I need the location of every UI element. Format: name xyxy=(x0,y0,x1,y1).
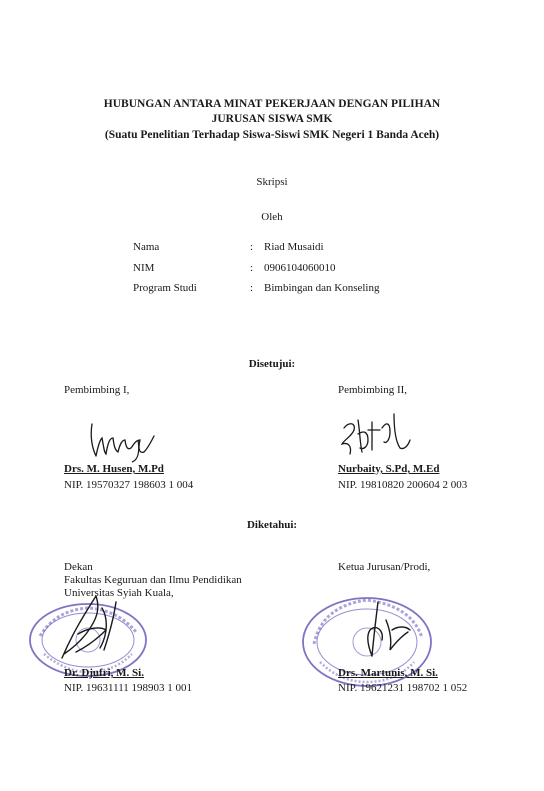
advisor2-name: Nurbaity, S.Pd, M.Ed xyxy=(338,463,440,475)
identity-label-name: Nama xyxy=(133,241,160,253)
advisor1-nip: NIP. 19570327 198603 1 004 xyxy=(64,479,194,491)
advisor1-name: Drs. M. Husen, M.Pd xyxy=(64,463,164,475)
advisor1-signature xyxy=(88,418,158,462)
dean-role-line-2: Fakultas Keguruan dan Ilmu Pendidikan xyxy=(64,574,242,586)
identity-label-nim: NIM xyxy=(133,262,155,274)
head-name: Drs. Martunis, M. Si. xyxy=(338,667,438,679)
identity-sep: : xyxy=(250,262,254,274)
by-label: Oleh xyxy=(261,211,283,223)
identity-value-program: Bimbingan dan Konseling xyxy=(264,282,380,294)
acknowledged-heading: Diketahui: xyxy=(246,519,298,531)
document-type: Skripsi xyxy=(256,176,288,188)
advisor2-nip: NIP. 19810820 200604 2 003 xyxy=(338,479,468,491)
title-line-1: HUBUNGAN ANTARA MINAT PEKERJAAN DENGAN PILIHAN xyxy=(103,98,441,110)
head-signature xyxy=(356,600,416,664)
dean-role-line-3: Universitas Syiah Kuala, xyxy=(64,587,174,599)
advisor2-signature xyxy=(338,410,418,460)
identity-value-nim: 0906104060010 xyxy=(264,262,336,274)
identity-value-name: Riad Musaidi xyxy=(264,241,324,253)
dean-nip: NIP. 19631111 198903 1 001 xyxy=(64,682,193,694)
head-nip: NIP. 19621231 198702 1 052 xyxy=(338,682,468,694)
identity-label-program: Program Studi xyxy=(133,282,197,294)
dean-role-line-1: Dekan xyxy=(64,561,93,573)
identity-sep: : xyxy=(250,282,254,294)
identity-sep: : xyxy=(250,241,254,253)
head-role: Ketua Jurusan/Prodi, xyxy=(338,561,431,573)
advisor1-role: Pembimbing I, xyxy=(64,384,130,396)
dean-signature xyxy=(56,594,136,664)
title-line-2: JURUSAN SISWA SMK xyxy=(211,113,333,125)
title-line-3: (Suatu Penelitian Terhadap Siswa-Siswi SMK Negeri 1 Banda Aceh) xyxy=(104,129,440,141)
approved-heading: Disetujui: xyxy=(248,358,296,370)
advisor2-role: Pembimbing II, xyxy=(338,384,408,396)
dean-name: Dr. Djufri, M. Si. xyxy=(64,667,144,679)
